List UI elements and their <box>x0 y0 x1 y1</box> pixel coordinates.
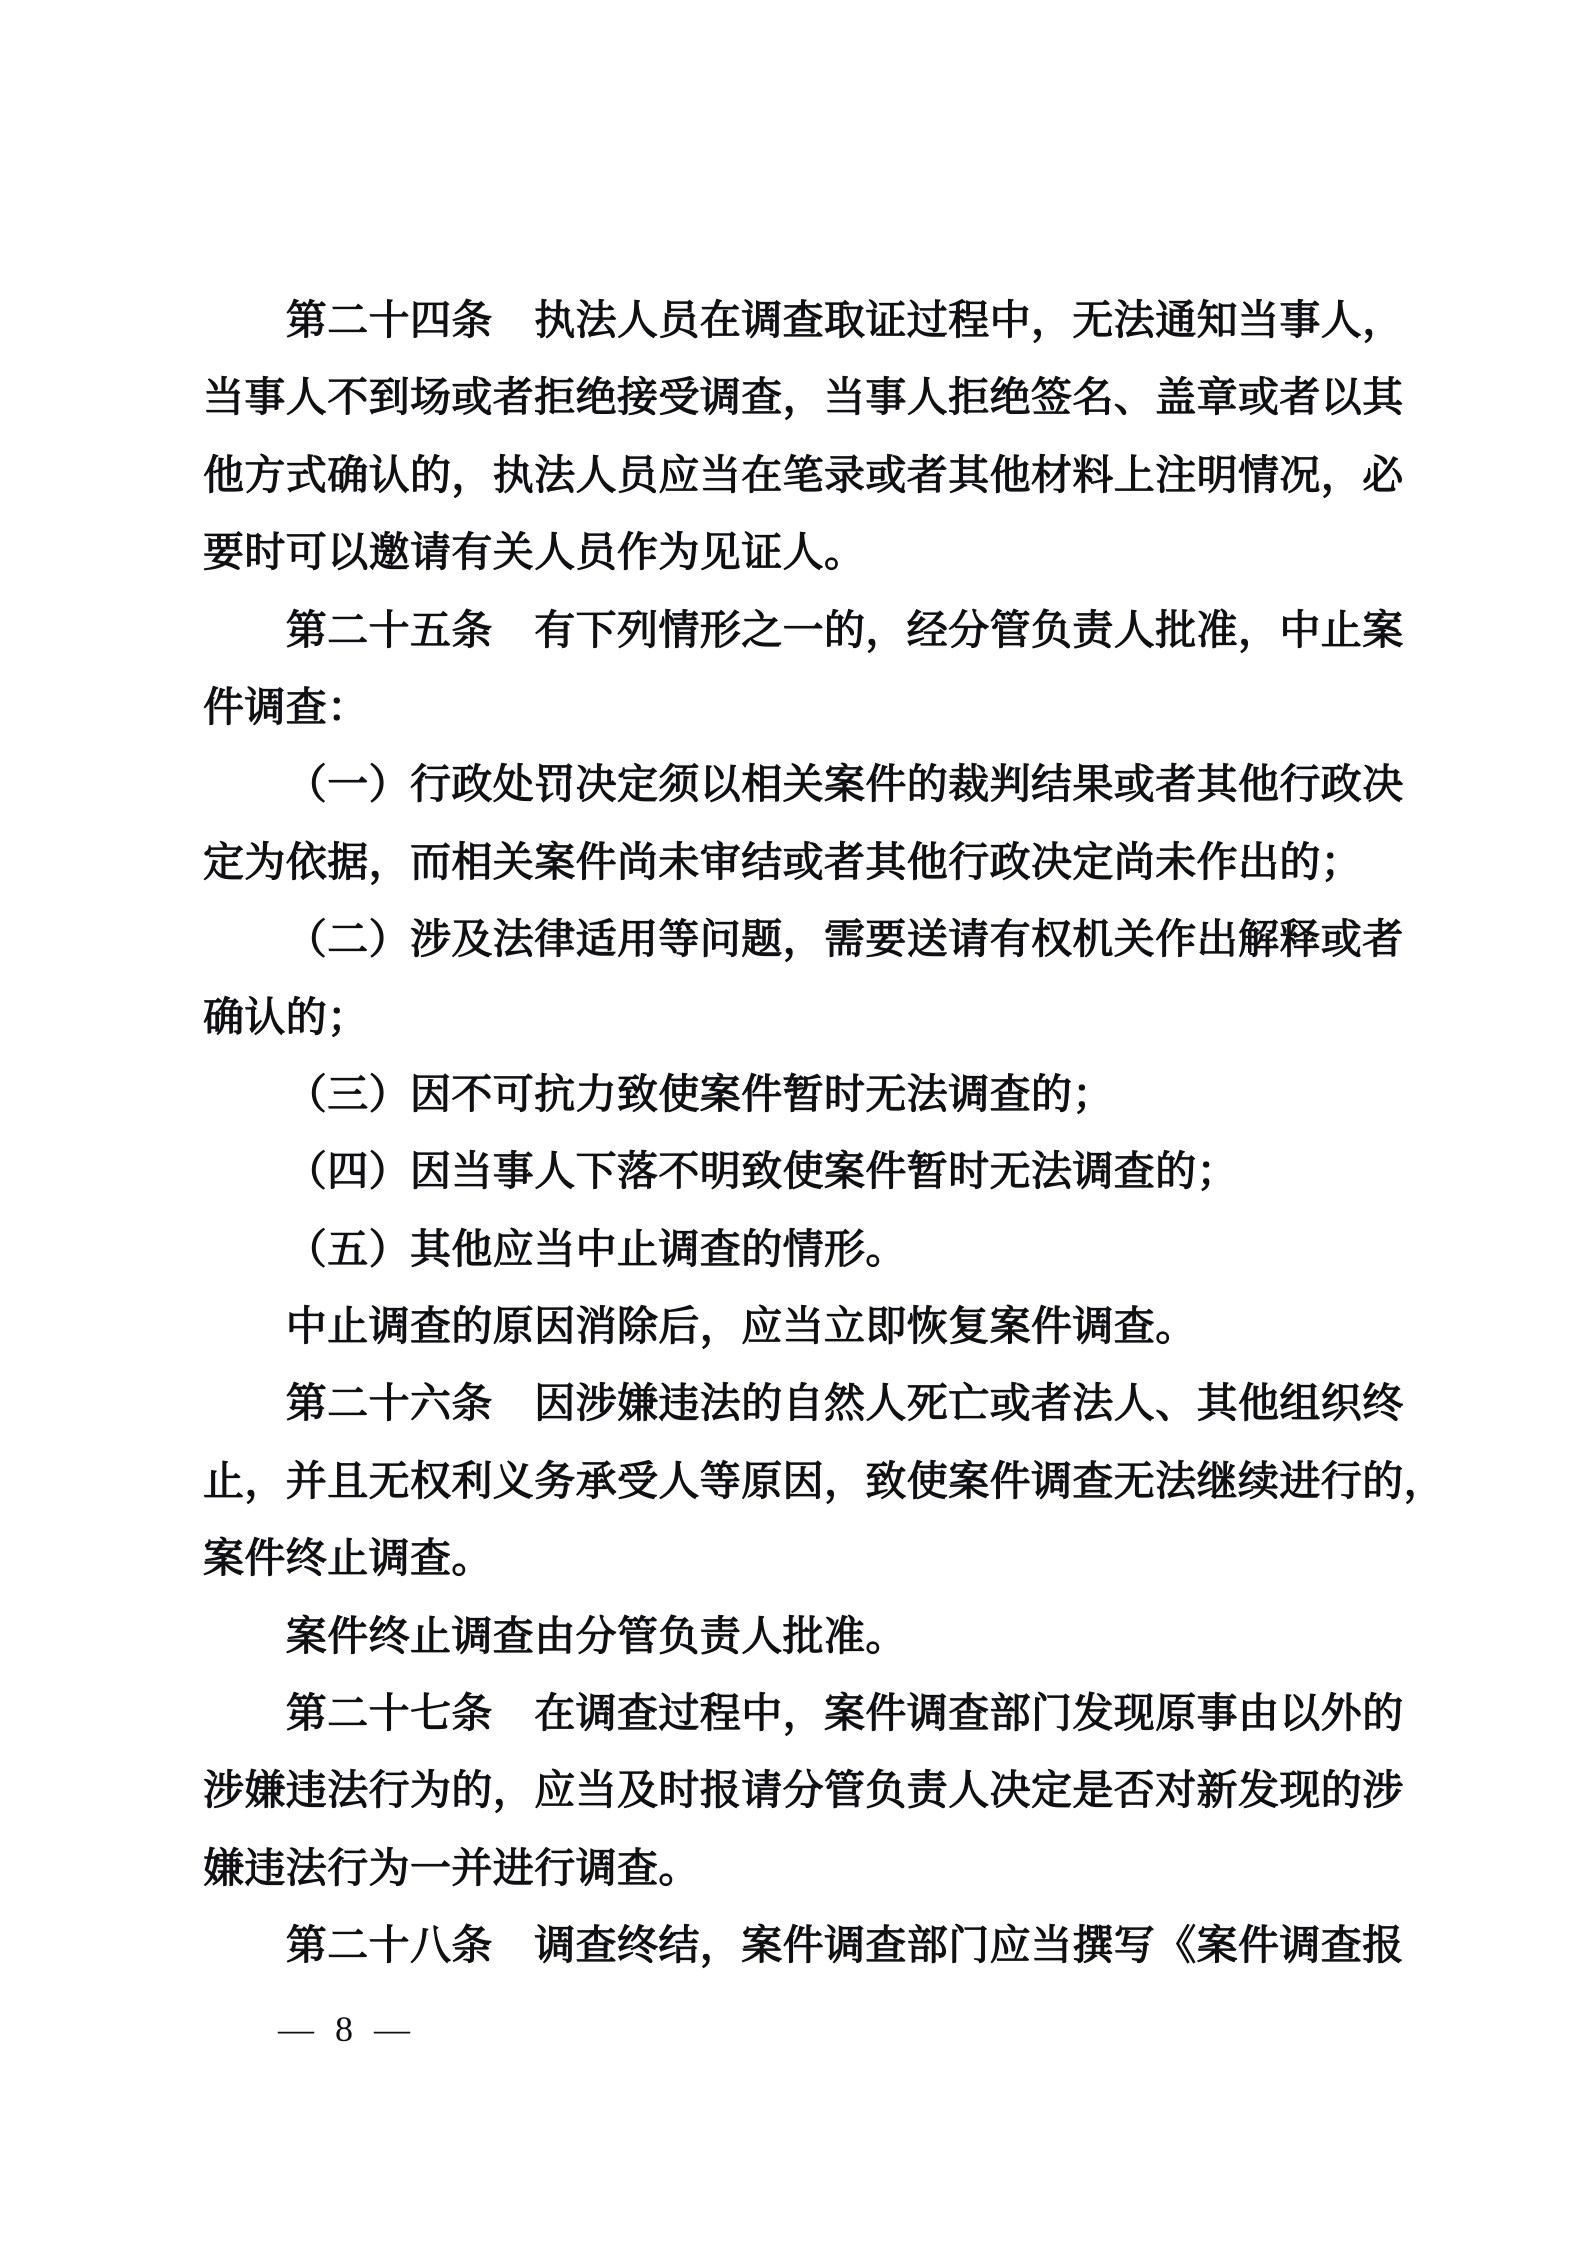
text-line: 止，并且无权利义务承受人等原因，致使案件调查无法继续进行的， <box>203 1457 1445 1504</box>
text-line: （二）涉及法律适用等问题，需要送请有权机关作出解释或者 <box>285 916 1404 963</box>
text-line: （一）行政处罚决定须以相关案件的裁判结果或者其他行政决 <box>285 761 1404 808</box>
text-line: 定为依据，而相关案件尚未审结或者其他行政决定尚未作出的； <box>203 838 1363 885</box>
text-line: 嫌违法行为一并进行调查。 <box>203 1844 700 1891</box>
text-line: 当事人不到场或者拒绝接受调查，当事人拒绝签名、盖章或者以其 <box>203 374 1404 421</box>
text-line: 要时可以邀请有关人员作为见证人。 <box>203 529 866 576</box>
text-line: 案件终止调查由分管负责人批准。 <box>285 1612 907 1659</box>
text-line: 他方式确认的，执法人员应当在笔录或者其他材料上注明情况，必 <box>203 451 1404 498</box>
text-line: 第二十八条 调查终结，案件调查部门应当撰写《案件调查报 <box>285 1922 1404 1969</box>
page-number: — 8 — <box>278 2009 412 2049</box>
text-line: （五）其他应当中止调查的情形。 <box>285 1225 907 1272</box>
text-line: 第二十七条 在调查过程中，案件调查部门发现原事由以外的 <box>285 1690 1404 1737</box>
text-line: 第二十五条 有下列情形之一的，经分管负责人批准，中止案 <box>285 606 1404 653</box>
text-line: 第二十六条 因涉嫌违法的自然人死亡或者法人、其他组织终 <box>285 1380 1404 1427</box>
text-line: （四）因当事人下落不明致使案件暂时无法调查的； <box>285 1148 1238 1195</box>
text-line: 案件终止调查。 <box>203 1535 493 1582</box>
document-body <box>203 282 1445 1985</box>
text-line: （三）因不可抗力致使案件暂时无法调查的； <box>285 1070 1114 1117</box>
text-line: 确认的； <box>203 993 369 1040</box>
text-line: 涉嫌违法行为的，应当及时报请分管负责人决定是否对新发现的涉 <box>203 1767 1404 1814</box>
text-line: 第二十四条 执法人员在调查取证过程中，无法通知当事人， <box>285 297 1404 343</box>
text-line: 中止调查的原因消除后，应当立即恢复案件调查。 <box>285 1303 1197 1350</box>
text-line: 件调查： <box>203 683 369 730</box>
